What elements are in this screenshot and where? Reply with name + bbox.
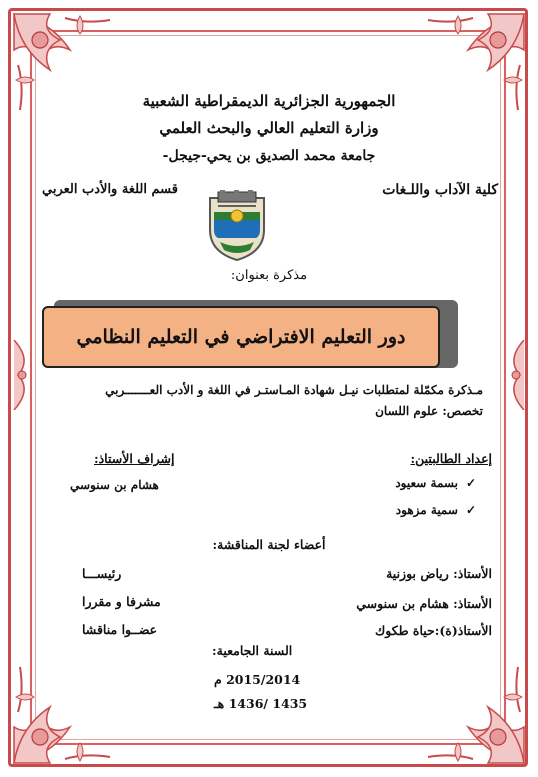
side-ornament-icon bbox=[12, 340, 38, 410]
check-icon: ✓ bbox=[465, 503, 476, 517]
committee-member-role: مشرفا و مقررا bbox=[82, 594, 161, 609]
student-name: بسمة سعيود bbox=[395, 476, 458, 490]
corner-ornament-icon bbox=[418, 657, 528, 767]
academic-year-label: السنة الجامعية: bbox=[212, 643, 293, 658]
committee-member-name: الأستاذ(ة):حياة طكوك bbox=[374, 623, 492, 638]
university-heading: جامعة محمد الصديق بن يحي-جيجل- bbox=[162, 148, 376, 164]
committee-member-name: الأستاذ: رياض بوزنية bbox=[386, 566, 492, 581]
committee-member-role: رئيســـا bbox=[82, 566, 122, 581]
specialty-label: تخصص: علوم اللسان bbox=[375, 404, 483, 418]
check-icon: ✓ bbox=[465, 476, 476, 490]
supervisor-name: هشام بن سنوسي bbox=[70, 478, 159, 492]
academic-year-gregorian: 2015/2014 م bbox=[214, 672, 301, 687]
thesis-purpose: مـذكرة مكمّلة لمتطلبات نيـل شهادة المـاستـر في اللغة و الأدب العـــــــربي bbox=[105, 383, 483, 397]
committee-member-name: الأستاذ: هشام بن سنوسي bbox=[356, 596, 492, 611]
memo-label: مذكرة بعنوان: bbox=[230, 268, 308, 283]
ministry-heading: وزارة التعليم العالي والبحث العلمي bbox=[159, 119, 379, 137]
committee-member-role: عضــوا مناقشا bbox=[82, 622, 158, 637]
department-label: قسم اللغة والأدب العربي bbox=[42, 182, 178, 197]
thesis-title: دور التعليم الافتراضي في التعليم النظامي bbox=[42, 306, 440, 368]
student-name: سمية مزهود bbox=[395, 503, 458, 517]
student-item bbox=[396, 503, 476, 517]
corner-ornament-icon bbox=[10, 657, 120, 767]
side-ornament-icon bbox=[500, 340, 526, 410]
university-emblem-icon bbox=[204, 190, 270, 262]
student-item bbox=[395, 476, 476, 490]
supervision-label: إشراف الأستاذ: bbox=[94, 451, 175, 466]
committee-label: أعضاء لجنة المناقشة: bbox=[212, 537, 326, 552]
republic-heading: الجمهورية الجزائرية الديمقراطية الشعبية bbox=[142, 92, 396, 110]
academic-year-hijri: 1435 /1436 هـ bbox=[214, 696, 308, 711]
preparation-label: إعداد الطالبتين: bbox=[410, 451, 492, 466]
faculty-label: كلية الآداب واللـغات bbox=[382, 182, 498, 198]
